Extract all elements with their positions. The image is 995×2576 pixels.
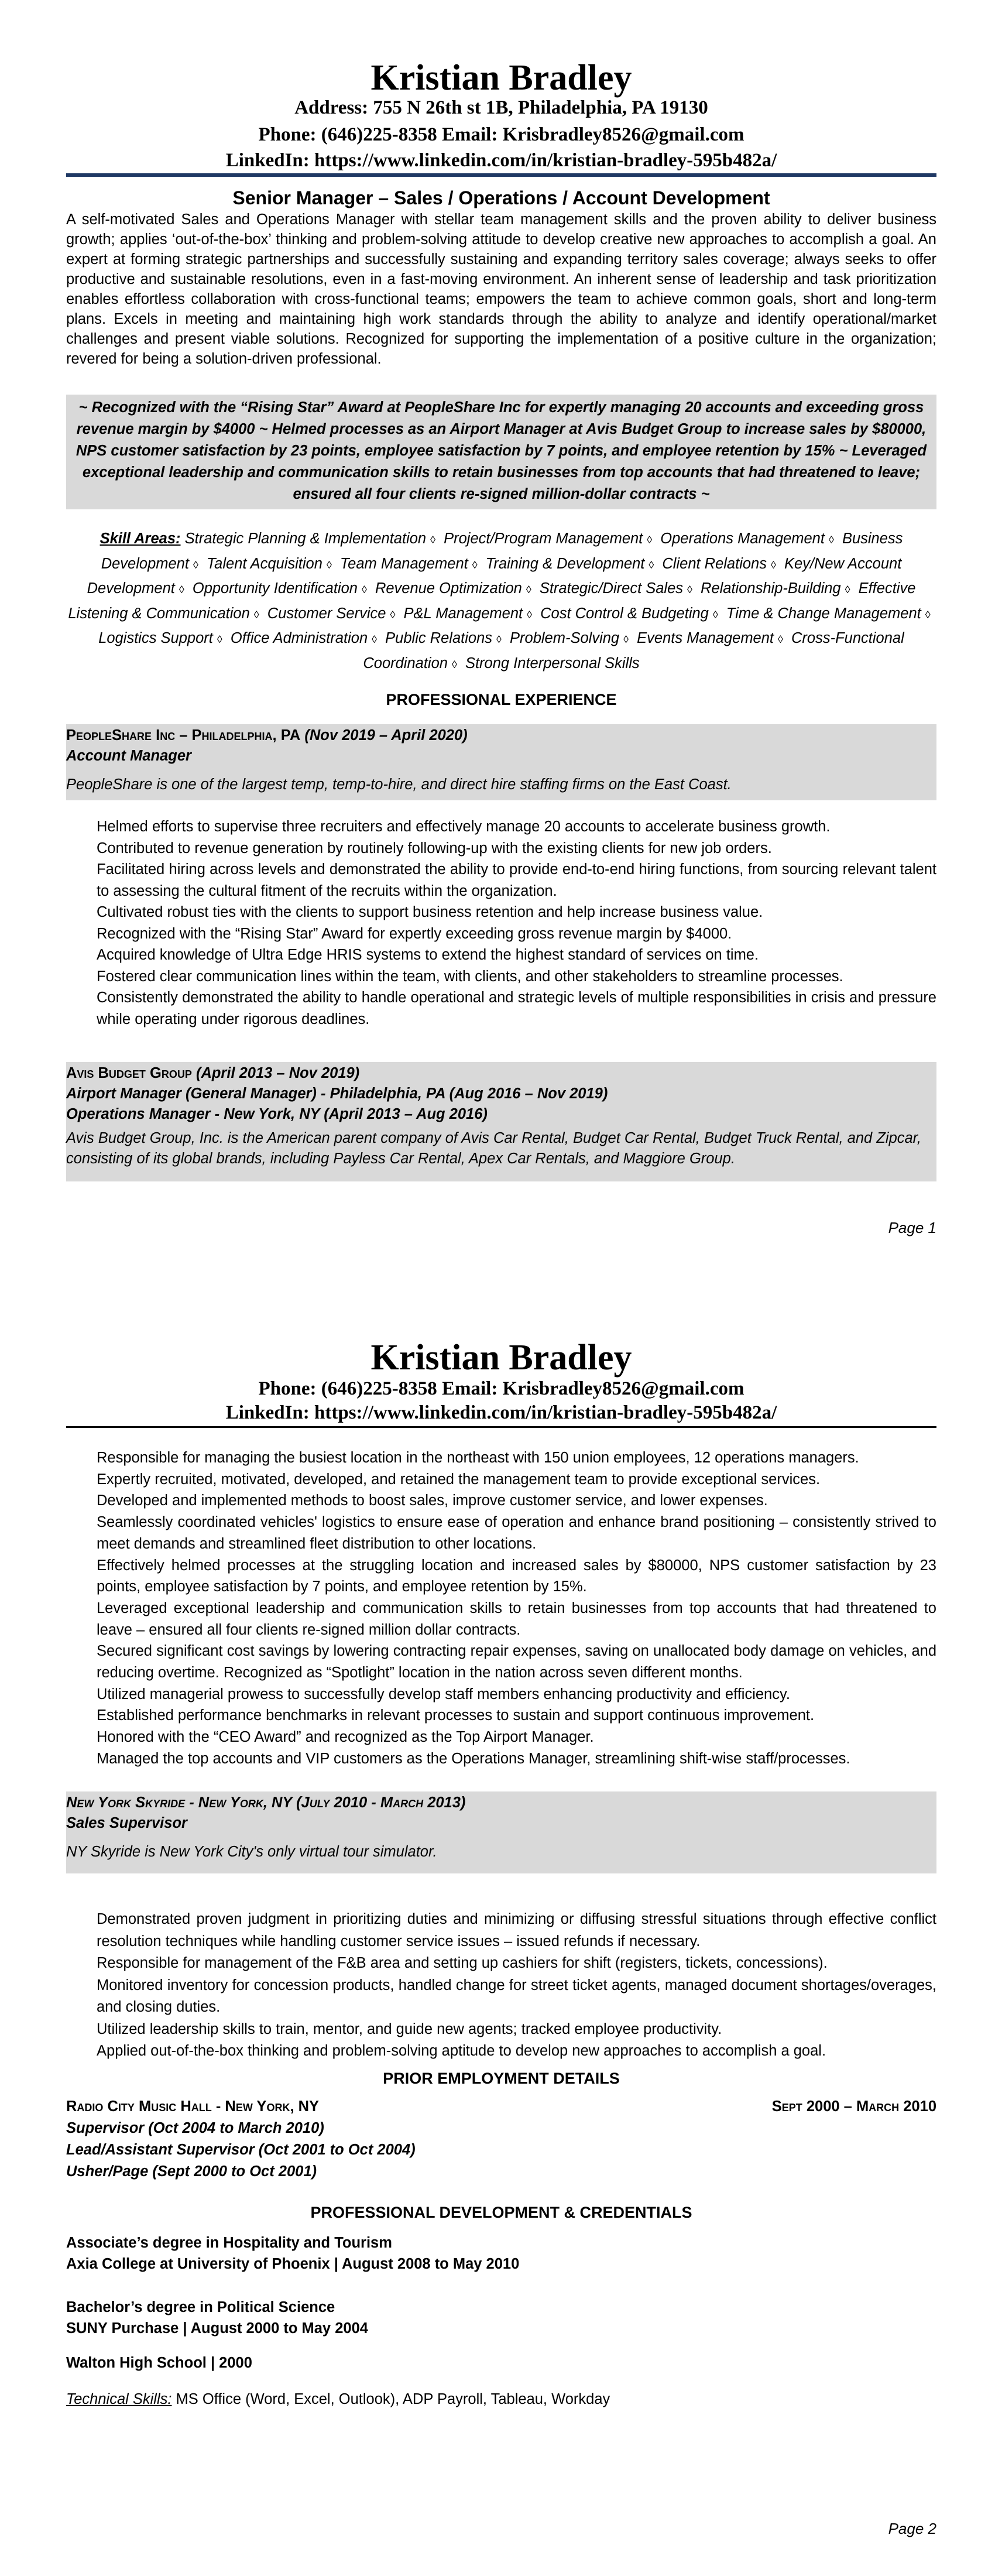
linkedin: LinkedIn: https://www.linkedin.com/in/kristian-bradley-595b482a/ xyxy=(225,1402,777,1423)
diamond-separator-icon: ◊ xyxy=(390,608,396,621)
phone-email: Phone: (646)225-8358 Email: Krisbradley8526@gmail.com xyxy=(258,124,744,145)
bullet-item: Honored with the “CEO Award” and recognized as the Top Airport Manager. xyxy=(97,1729,594,1746)
diamond-separator-icon: ◊ xyxy=(253,608,259,621)
job-role: Sales Supervisor xyxy=(66,1815,187,1831)
prior-roles xyxy=(66,2118,936,2183)
company-description: NY Skyride is New York City's only virtual tour simulator. xyxy=(66,1844,437,1860)
skill-item: P&L Management xyxy=(403,605,523,622)
skill-item: Problem-Solving xyxy=(510,630,620,646)
bullet-item: Secured significant cost savings by lowering contracting repair expenses, saving on unallocated body damage on vehicles, and reducing overtime. Recognized as “Spotlight” location in the nation across seven different months. xyxy=(97,1643,936,1681)
diamond-separator-icon: ◊ xyxy=(623,633,629,645)
diamond-separator-icon: ◊ xyxy=(687,584,692,595)
education-associate xyxy=(66,2232,936,2274)
skill-item: Effective Listening & Communication xyxy=(68,580,916,622)
company-description: PeopleShare is one of the largest temp, temp-to-hire, and direct hire staffing firms on the East Coast. xyxy=(66,776,732,793)
job-header-skyride xyxy=(66,1791,936,1873)
technical-skills-value: MS Office (Word, Excel, Outlook), ADP Payroll, Tableau, Workday xyxy=(171,2391,610,2407)
company: PeopleShare Inc – Philadelphia, PA xyxy=(66,727,301,744)
bullet-item: Established performance benchmarks in relevant processes to sustain and support continuous improvement. xyxy=(97,1707,815,1724)
skill-item: Relationship-Building xyxy=(701,580,841,597)
degree: Associate’s degree in Hospitality and Tourism xyxy=(66,2235,392,2251)
bullet-item: Helmed efforts to supervise three recruiters and effectively manage 20 accounts to accelerate business growth. xyxy=(97,818,831,835)
job-header-avis xyxy=(66,1062,936,1181)
diamond-separator-icon: ◊ xyxy=(770,559,776,571)
bullet-item: Fostered clear communication lines within the team, with clients, and other stakeholders to streamline processes. xyxy=(97,968,843,985)
job-role: Operations Manager - New York, NY (April 2013 – Aug 2016) xyxy=(66,1106,488,1122)
awards-box: ~ Recognized with the “Rising Star” Award at PeopleShare Inc for expertly managing 20 accounts and exceeding gross revenue margin by $4000 ~ Helmed processes as an Airport Manager at Avis Budget Group to increase sales by $80000, NPS customer satisfaction by 23 points, employee satisfaction by 7 points, and employee retention by 15% ~ Leveraged exceptional leadership and communication skills to retain businesses from top accounts that had threatened to leave; ensured all four clients re-signed million-dollar contracts ~ xyxy=(66,395,936,509)
diamond-separator-icon: ◊ xyxy=(496,633,502,645)
skill-item: Strategic Planning & Implementation xyxy=(184,530,427,547)
skill-item: Public Relations xyxy=(385,630,493,646)
bullet-item: Contributed to revenue generation by routinely following-up with the existing clients for new job orders. xyxy=(97,840,772,857)
section-heading-experience: PROFESSIONAL EXPERIENCE xyxy=(386,691,617,708)
resume-page-2 xyxy=(0,1288,995,2576)
section-heading-education: PROFESSIONAL DEVELOPMENT & CREDENTIALS xyxy=(310,2204,692,2221)
diamond-separator-icon: ◊ xyxy=(217,633,222,645)
skill-list xyxy=(68,530,934,672)
diamond-separator-icon: ◊ xyxy=(372,633,378,645)
skill-item: Training & Development xyxy=(485,555,645,572)
bullet-item: Seamlessly coordinated vehicles' logistics to ensure ease of operation and enhance brand positioning – consistently strived to meet demands and streamlined fleet distribution to other locations. xyxy=(97,1514,936,1552)
page-number: Page 2 xyxy=(888,2520,936,2537)
linkedin: LinkedIn: https://www.linkedin.com/in/kristian-bradley-595b482a/ xyxy=(225,150,777,171)
bullet-item: Facilitated hiring across levels and demonstrated the ability to provide end-to-end hiring functions, from sourcing relevant talent to assessing the cultural fitment of the recruits within the organization. xyxy=(97,861,936,899)
prior-role: Lead/Assistant Supervisor (Oct 2001 to Oct 2004) xyxy=(66,2142,416,2158)
prior-employment xyxy=(66,2096,936,2183)
diamond-separator-icon: ◊ xyxy=(925,608,931,621)
bullet-item: Consistently demonstrated the ability to handle operational and strategic levels of multiple responsibilities in crisis and pressure while operating under rigorous deadlines. xyxy=(97,989,936,1027)
section-heading-prior: PRIOR EMPLOYMENT DETAILS xyxy=(383,2070,620,2087)
bullet-item: Responsible for management of the F&B area and setting up cashiers for shift (registers, tickets, concessions). xyxy=(97,1955,828,1971)
prior-role: Supervisor (Oct 2004 to March 2010) xyxy=(66,2120,324,2136)
job-dates: (April 2013 – Nov 2019) xyxy=(195,1065,360,1081)
diamond-separator-icon: ◊ xyxy=(526,584,531,595)
skill-item: Operations Management xyxy=(660,530,825,547)
bullet-item: Leveraged exceptional leadership and communication skills to retain businesses from top accounts that had threatened to leave – ensured all four clients re-signed million dollar contracts. xyxy=(97,1599,936,1638)
job-header-peopleshare xyxy=(66,724,936,800)
phone-email: Phone: (646)225-8358 Email: Krisbradley8526@gmail.com xyxy=(258,1378,744,1399)
diamond-separator-icon: ◊ xyxy=(451,658,457,670)
diamond-separator-icon: ◊ xyxy=(845,584,850,595)
diamond-separator-icon: ◊ xyxy=(527,608,533,621)
skill-item: Events Management xyxy=(637,630,774,646)
company: New York Skyride - New York, NY (July 2010 - March 2013) xyxy=(66,1794,466,1811)
candidate-name: Kristian Bradley xyxy=(370,1338,632,1378)
skill-item: Logistics Support xyxy=(98,630,213,646)
skill-item: Business Development xyxy=(101,530,903,572)
school: Axia College at University of Phoenix | August 2008 to May 2010 xyxy=(66,2256,520,2272)
bullet-list-avis xyxy=(97,1447,936,1770)
diamond-separator-icon: ◊ xyxy=(712,608,718,621)
company: Avis Budget Group xyxy=(66,1065,192,1081)
skill-item: Time & Change Management xyxy=(726,605,921,622)
skill-item: Strategic/Direct Sales xyxy=(539,580,684,597)
bullet-item: Recognized with the “Rising Star” Award for expertly exceeding gross revenue margin by $4000. xyxy=(97,925,732,942)
bullet-item: Developed and implemented methods to boost sales, improve customer service, and lower expenses. xyxy=(97,1492,768,1509)
skill-areas-label: Skill Areas: xyxy=(100,530,181,547)
header-divider xyxy=(66,173,936,177)
skill-item: Project/Program Management xyxy=(444,530,643,547)
technical-skills-label: Technical Skills: xyxy=(66,2391,172,2407)
job-role: Account Manager xyxy=(66,748,191,764)
diamond-separator-icon: ◊ xyxy=(361,584,367,595)
skill-item: Cost Control & Budgeting xyxy=(540,605,709,622)
education-high-school: Walton High School | 2000 xyxy=(66,2355,252,2371)
diamond-separator-icon: ◊ xyxy=(647,534,653,546)
job-role: Airport Manager (General Manager) - Philadelphia, PA (Aug 2016 – Nov 2019) xyxy=(66,1085,608,1102)
skill-item: Team Management xyxy=(339,555,468,572)
diamond-separator-icon: ◊ xyxy=(179,584,184,595)
school: SUNY Purchase | August 2000 to May 2004 xyxy=(66,2320,368,2337)
candidate-name: Kristian Bradley xyxy=(370,58,632,98)
bullet-item: Responsible for managing the busiest location in the northeast with 150 union employees, 12 operations managers. xyxy=(97,1450,859,1466)
diamond-separator-icon: ◊ xyxy=(778,633,783,645)
job-dates: (Nov 2019 – April 2020) xyxy=(304,727,468,744)
prior-role: Usher/Page (Sept 2000 to Oct 2001) xyxy=(66,2163,317,2180)
skill-areas xyxy=(66,527,936,676)
skill-item: Office Administration xyxy=(230,630,368,646)
headline: Senior Manager – Sales / Operations / Account Development xyxy=(232,187,770,208)
bullet-item: Managed the top accounts and VIP customers as the Operations Manager, streamlining shift-wise staff/processes. xyxy=(97,1750,850,1767)
bullet-item: Monitored inventory for concession products, handled change for street ticket agents, managed document shortages/overages, and closing duties. xyxy=(97,1976,936,2015)
bullet-item: Effectively helmed processes at the struggling location and increased sales by $80000, NPS customer satisfaction by 23 points, employee satisfaction by 7 points, and employee retention by 15%. xyxy=(97,1557,936,1595)
bullet-item: Cultivated robust ties with the clients to support business retention and help increase business value. xyxy=(97,904,763,920)
diamond-separator-icon: ◊ xyxy=(649,559,654,571)
skill-item: Client Relations xyxy=(662,555,767,572)
diamond-separator-icon: ◊ xyxy=(193,559,198,571)
company-description: Avis Budget Group, Inc. is the American parent company of Avis Car Rental, Budget Car Rental, Budget Truck Rental, and Zipcar, consisting of its global brands, including Payless Car Rental, Apex Car Rentals, and Maggiore Group. xyxy=(66,1130,921,1167)
diamond-separator-icon: ◊ xyxy=(326,559,332,571)
skill-item: Revenue Optimization xyxy=(375,580,522,597)
skill-item: Cross-Functional Coordination xyxy=(363,630,904,672)
technical-skills xyxy=(66,2389,936,2410)
diamond-separator-icon: ◊ xyxy=(472,559,478,571)
bullet-item: Demonstrated proven judgment in prioritizing duties and minimizing or diffusing stressful situations through effective conflict resolution techniques while handling customer service issues – issued refunds if necessary. xyxy=(97,1911,936,1950)
bullet-list-peopleshare xyxy=(97,816,936,1030)
degree: Bachelor’s degree in Political Science xyxy=(66,2299,335,2315)
bullet-item: Utilized managerial prowess to successfully develop staff members enhancing productivity and efficiency. xyxy=(97,1686,790,1703)
company: Radio City Music Hall - New York, NY xyxy=(66,2098,320,2115)
diamond-separator-icon: ◊ xyxy=(828,534,834,546)
diamond-separator-icon: ◊ xyxy=(430,534,436,546)
skill-item: Customer Service xyxy=(267,605,386,622)
skill-item: Opportunity Identification xyxy=(192,580,358,597)
bullet-list-skyride xyxy=(97,1909,936,2063)
address: Address: 755 N 26th st 1B, Philadelphia, PA 19130 xyxy=(294,97,708,118)
summary: A self-motivated Sales and Operations Manager with stellar team management skills and the proven ability to deliver business growth; applies ‘out-of-the-box’ thinking and problem-solving attitude to develop creative new approaches to accomplish a goal. An expert at forming strategic partnerships and successfully sustaining and expanding territory sales coverage; always seeks to offer productive and sustainable resolutions, even in a fast-moving environment. An inherent sense of leadership and task prioritization enables effortless collaboration with cross-functional teams; empowers the team to achieve common goals, short and long-term plans. Excels in meeting and maintaining high work standards through the ability to analyze and identify operational/market challenges and present viable solutions. Recognized for supporting the implementation of a positive culture in the organization; revered for being a solution-driven professional. xyxy=(66,211,936,367)
education-bachelor xyxy=(66,2297,936,2339)
job-dates: Sept 2000 – March 2010 xyxy=(771,2098,936,2115)
header-divider xyxy=(66,1426,936,1428)
bullet-item: Utilized leadership skills to train, mentor, and guide new agents; tracked employee productivity. xyxy=(97,2020,722,2037)
skill-item: Key/New Account Development xyxy=(87,555,902,597)
page-number: Page 1 xyxy=(888,1219,936,1236)
skill-item: Strong Interpersonal Skills xyxy=(465,655,640,672)
bullet-item: Applied out-of-the-box thinking and problem-solving aptitude to develop new approaches to accomplish a goal. xyxy=(97,2043,826,2059)
skill-item: Talent Acquisition xyxy=(206,555,322,572)
bullet-item: Acquired knowledge of Ultra Edge HRIS systems to extend the highest standard of services on time. xyxy=(97,947,759,963)
bullet-item: Expertly recruited, motivated, developed, and retained the management team to provide exceptional services. xyxy=(97,1471,821,1488)
